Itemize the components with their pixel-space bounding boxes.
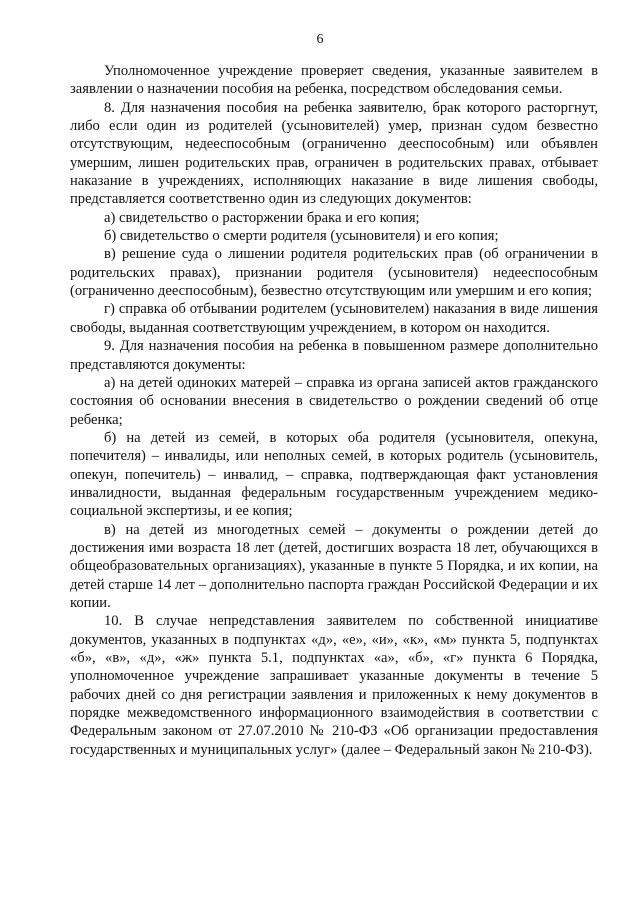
paragraph-item-10: 10. В случае непредставления заявителем по собственной инициативе документов, указанных в подпунктах «д», «е», «и», «к», «м» пункта 5, подпунктах «б», «в», «д», «ж» пункта 5.1, подпунктах «а», «б», «г» пункта 6 Порядка, уполномоченное учреждение запрашивает указанные документы в течение 5 рабочих дней со дня регистрации заявления и приложенных к нему документов в порядке межведомственного информационного взаимодействия в соответствии с Федеральным законом от 27.07.2010 № 210-ФЗ «Об организации предоставления государственных и муниципальных услуг» (далее – Федеральный закон № 210-ФЗ). [70, 613, 598, 758]
page-number: 6 [316, 32, 324, 47]
paragraph-item-8: 8. Для назначения пособия на ребенка заявителю, брак которого расторгнут, либо если один из родителей (усыновителей) умер, признан судом безвестно отсутствующим, недееспособным (ограниченно дееспособным) или объявлен умершим, лишен родительских прав, ограничен в родительских правах, отбывает наказание в учреждениях, исполняющих наказание в виде лишения свободы, представляется соответственно один из следующих документов: [70, 99, 598, 208]
paragraph-item-8v: в) решение суда о лишении родителя родительских прав (об ограничении в родительских правах), признании родителя (усыновителя) недееспособным (ограниченно дееспособным), безвестно отсутствующим или умершим и его копия; [70, 246, 598, 300]
paragraph-item-8b: б) свидетельство о смерти родителя (усыновителя) и его копия; [104, 228, 499, 245]
paragraph-item-8g: г) справка об отбывании родителем (усыновителем) наказания в виде лишения свободы, выданная соответствующим учреждением, в котором он находится. [70, 301, 598, 336]
paragraph-item-9b: б) на детей из семей, в которых оба родителя (усыновителя, опекуна, попечителя) – инвалиды, или неполных семей, в которых родитель (усыновитель, опекун, попечитель) – инвалид, – справка, подтверждающая факт установления инвалидности, выданная федеральным государственным учреждением медико-социальной экспертизы, и ее копия; [70, 429, 598, 520]
paragraph-item-9v: в) на детей из многодетных семей – документы о рождении детей до достижения ими возраста 18 лет (детей, достигших возраста 18 лет, обучающихся в общеобразовательных организациях), указанные в пункте 5 Порядка, и их копии, на детей старше 14 лет – дополнительно паспорта граждан Российской Федерации и их копии. [70, 521, 598, 611]
paragraph-inspection: Уполномоченное учреждение проверяет сведения, указанные заявителем в заявлении о назначении пособия на ребенка, посредством обследования семьи. [70, 63, 598, 98]
paragraph-item-9: 9. Для назначения пособия на ребенка в повышенном размере дополнительно представляются документы: [70, 338, 598, 373]
paragraph-item-8a: а) свидетельство о расторжении брака и его копия; [104, 209, 420, 226]
document-body [70, 62, 598, 759]
paragraph-item-9a: а) на детей одиноких матерей – справка из органа записей актов гражданского состояния об основании внесения в свидетельство о рождении сведений об отце ребенка; [70, 374, 598, 428]
